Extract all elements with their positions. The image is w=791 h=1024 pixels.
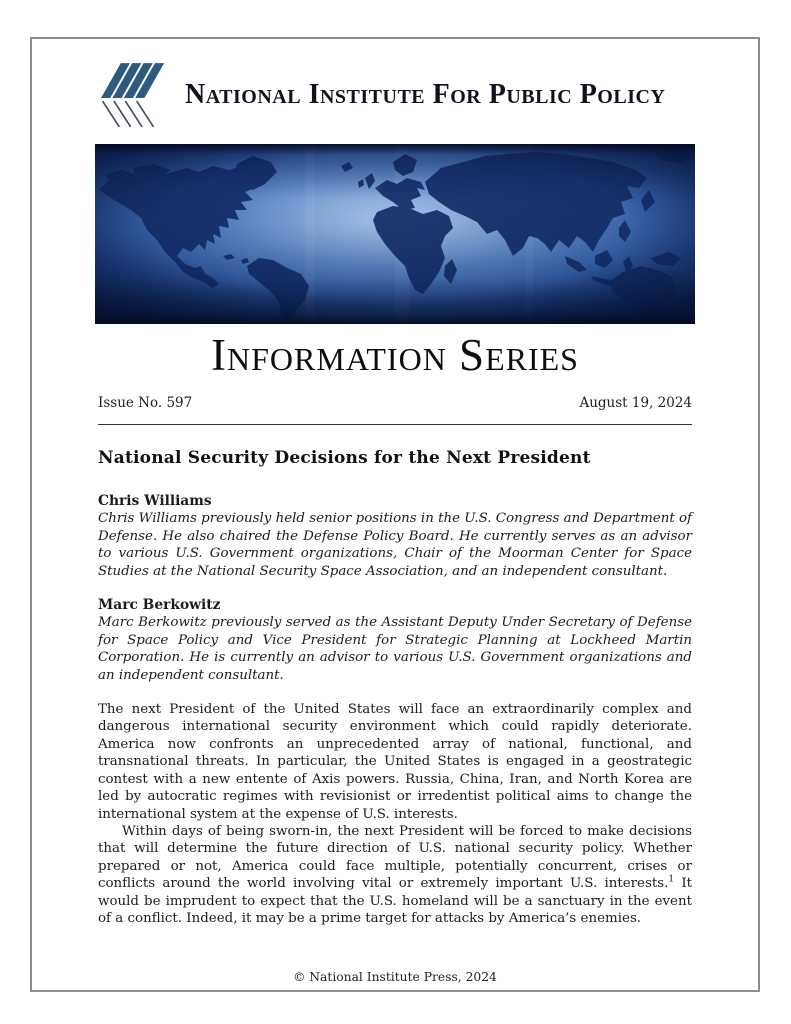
article-title: National Security Decisions for the Next President	[98, 448, 591, 468]
paragraph-2-text: It would be imprudent to expect that the U.S. homeland will be a sanctuary in the event of a conflict. Indeed, it may be a prime target for attacks by America’s enemies.	[98, 876, 692, 926]
body-paragraph-2	[98, 823, 692, 927]
issue-row	[98, 395, 692, 411]
author-bio: Chris Williams previously held senior positions in the U.S. Congress and Department of Defense. He also chaired the Defense Policy Board. He currently serves as an advisor to various U.S. Government organizations, Chair of the Moorman Center for Space Studies at the National Security Space Association, and an independent consultant.	[98, 511, 692, 579]
footnote-marker: 1	[668, 874, 675, 885]
author-bio: Marc Berkowitz previously served as the Assistant Deputy Under Secretary of Defense for Space Policy and Vice President for Strategic Planning at Lockheed Martin Corporation. He is currently an advisor to various U.S. Government organizations and an independent consultant.	[98, 615, 692, 683]
author-name: Marc Berkowitz	[98, 597, 221, 614]
header-rule	[98, 424, 692, 425]
body-paragraph-1: The next President of the United States will face an extraordinarily complex and dangerous international security environment which could rapidly deteriorate. America now confronts an unprecedented array of national, functional, and transnational threats. In particular, the United States is engaged in a geostrategic contest with a new entente of Axis powers. Russia, China, Iran, and North Korea are led by autocratic regimes with revisionist or irredentist political aims to change the international system at the expense of U.S. interests.	[98, 702, 692, 822]
author-block	[98, 493, 692, 580]
paragraph-2-text: Within days of being sworn-in, the next President will be forced to make decisions that will determine the future direction of U.S. national security policy. Whether prepared or not, America could face multiple, potentially concurrent, crises or conflicts around the world involving vital or extremely important U.S. interests.	[98, 823, 692, 892]
authors-section	[98, 493, 692, 684]
article-body	[98, 701, 692, 927]
author-block	[98, 597, 692, 684]
copyright-footer: © National Institute Press, 2024	[293, 970, 497, 984]
series-title: Information Series	[211, 330, 579, 380]
document-page	[30, 37, 760, 992]
org-name: National Institute For Public Policy	[185, 79, 666, 110]
author-name: Chris Williams	[98, 493, 212, 509]
nipp-logo-icon	[98, 60, 174, 130]
issue-number: Issue No. 597	[98, 395, 193, 411]
world-map-banner-image	[95, 144, 695, 324]
masthead	[98, 60, 692, 130]
issue-date: August 19, 2024	[579, 395, 692, 411]
page-content	[32, 60, 758, 1011]
